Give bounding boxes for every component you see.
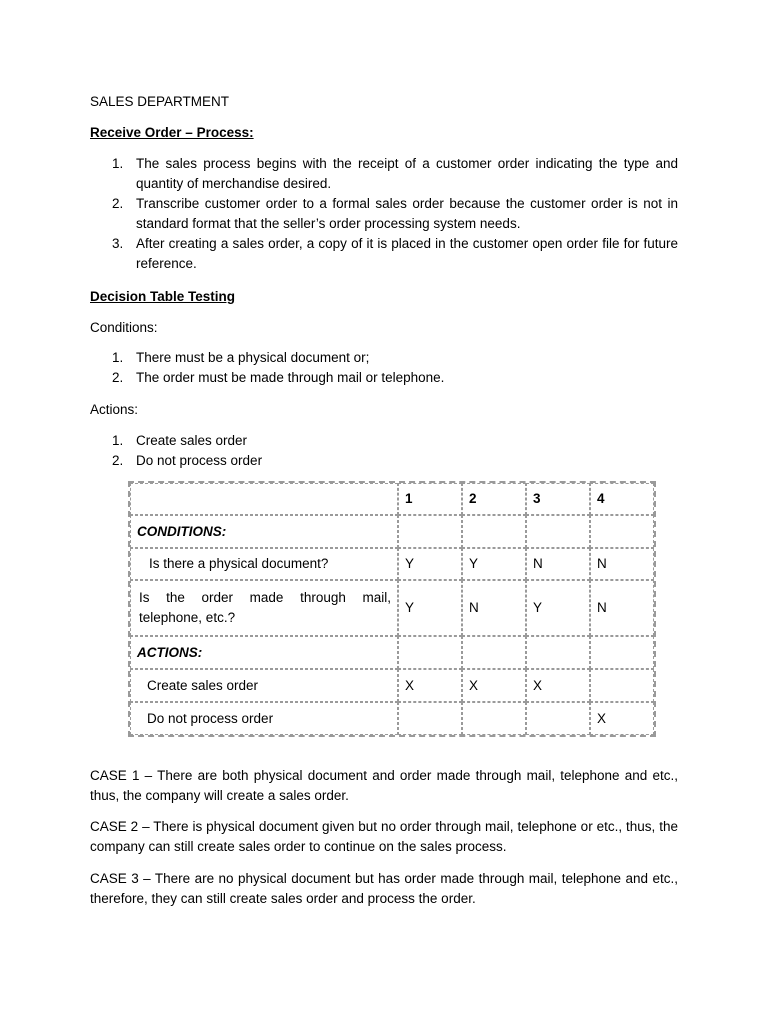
case-1-paragraph: CASE 1 – There are both physical document and order made through mail, telephone and etc., thus, the company will create a sales order. (90, 768, 678, 803)
row-label: Do not process order (130, 702, 398, 735)
list-text: The sales process begins with the receipt of a customer order indicating the type and quantity of merchandise desired. (136, 156, 678, 191)
list-number: 1. (112, 350, 124, 365)
table-cell (590, 636, 654, 669)
list-item (90, 451, 678, 471)
case-3-paragraph: CASE 3 – There are no physical document but has order made through mail, telephone and etc., therefore, they can still create sales order and process the order. (90, 871, 678, 906)
column-header: 3 (526, 483, 590, 515)
list-number: 1. (112, 156, 124, 171)
table-row (130, 636, 654, 669)
list-item (90, 431, 678, 451)
table-cell (462, 636, 526, 669)
table-cell: X (398, 669, 462, 702)
table-cell: N (526, 548, 590, 580)
table-cell (398, 702, 462, 735)
table-cell (130, 483, 398, 515)
table-cell: N (590, 548, 654, 580)
column-header: 4 (590, 483, 654, 515)
conditions-label: Conditions: (90, 320, 158, 335)
decision-table-heading: Decision Table Testing (90, 289, 236, 304)
process-steps-list (90, 154, 678, 274)
row-label: Is the order made through mail, telephone, etc.? (130, 580, 398, 636)
table-cell (590, 515, 654, 548)
table-cell (462, 515, 526, 548)
table-cell: Y (526, 580, 590, 636)
process-heading: Receive Order – Process: (90, 125, 254, 140)
table-cell: X (590, 702, 654, 735)
list-text: Create sales order (136, 433, 248, 448)
table-cell (526, 515, 590, 548)
actions-list (90, 431, 678, 471)
list-item (90, 348, 678, 368)
list-item (90, 194, 678, 234)
table-header-row (130, 483, 654, 515)
table-cell: Y (398, 580, 462, 636)
list-text: The order must be made through mail or telephone. (136, 370, 445, 385)
list-number: 3. (112, 236, 124, 251)
actions-header: ACTIONS: (130, 636, 398, 669)
table-row (130, 515, 654, 548)
table-row (130, 702, 654, 735)
conditions-list (90, 348, 678, 388)
list-item (90, 234, 678, 274)
table-cell (526, 636, 590, 669)
list-text: Transcribe customer order to a formal sales order because the customer order is not in standard format that the seller’s order processing system needs. (136, 196, 678, 231)
list-number: 2. (112, 196, 124, 211)
table-cell (462, 702, 526, 735)
case-2-paragraph: CASE 2 – There is physical document given but no order through mail, telephone or etc., thus, the company can still create sales order to continue on the sales process. (90, 819, 678, 854)
list-number: 1. (112, 433, 124, 448)
list-text: Do not process order (136, 453, 263, 468)
table-cell: N (590, 580, 654, 636)
table-cell: X (462, 669, 526, 702)
table-row (130, 580, 654, 636)
list-number: 2. (112, 453, 124, 468)
table-cell (398, 636, 462, 669)
conditions-header: CONDITIONS: (130, 515, 398, 548)
table-row (130, 669, 654, 702)
row-label: Is there a physical document? (130, 548, 398, 580)
list-item (90, 154, 678, 194)
column-header: 2 (462, 483, 526, 515)
row-label: Create sales order (130, 669, 398, 702)
table-cell: Y (398, 548, 462, 580)
table-cell (398, 515, 462, 548)
list-text: After creating a sales order, a copy of it is placed in the customer open order file for future reference. (136, 236, 678, 271)
list-number: 2. (112, 370, 124, 385)
table-row (130, 548, 654, 580)
table-cell: N (462, 580, 526, 636)
table-cell: X (526, 669, 590, 702)
table-cell (590, 669, 654, 702)
table-cell: Y (462, 548, 526, 580)
list-item (90, 368, 678, 388)
decision-table (128, 481, 656, 737)
actions-label: Actions: (90, 402, 139, 417)
column-header: 1 (398, 483, 462, 515)
list-text: There must be a physical document or; (136, 350, 370, 365)
document-title: SALES DEPARTMENT (90, 94, 230, 109)
table-cell (526, 702, 590, 735)
